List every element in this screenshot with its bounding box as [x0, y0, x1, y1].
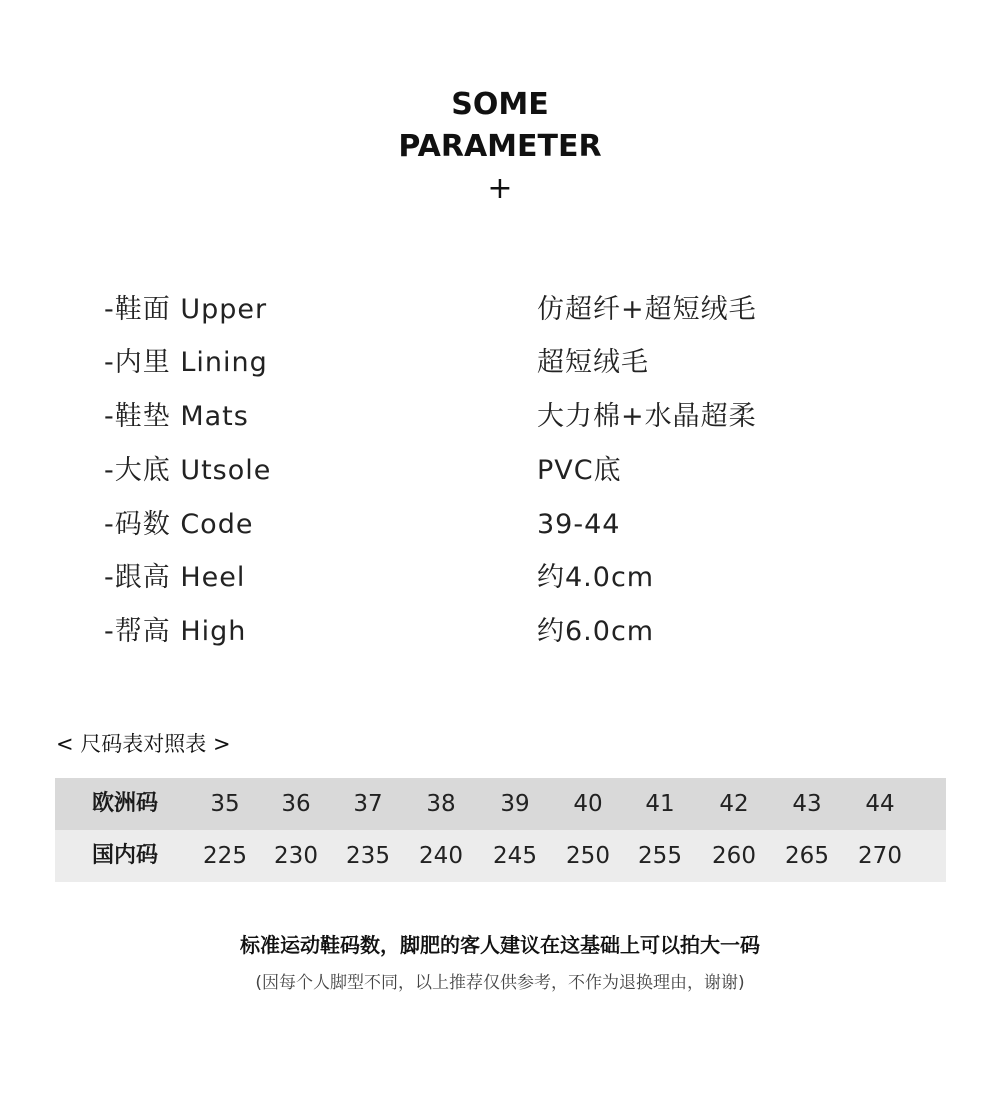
sizing-note: 标准运动鞋码数，脚肥的客人建议在这基础上可以拍大一码: [240, 933, 760, 957]
size-cell: 42: [719, 791, 749, 817]
sizing-disclaimer: (因每个人脚型不同，以上推荐仅供参考，不作为退换理由，谢谢): [255, 973, 745, 993]
size-cell: 260: [712, 843, 756, 869]
parameter-label: -跟高 Heel: [104, 562, 246, 593]
parameter-label: -内里 Lining: [104, 347, 268, 378]
parameter-row-upper: [0, 283, 1000, 337]
size-cell: 235: [346, 843, 390, 869]
size-cell: 38: [426, 791, 456, 817]
size-cell: 225: [203, 843, 247, 869]
size-row-label: 欧洲码: [92, 791, 159, 816]
size-cell: 35: [210, 791, 240, 817]
parameter-label: -码数 Code: [104, 509, 254, 540]
size-chart-title: < 尺码表对照表 >: [56, 732, 231, 756]
parameter-label: -帮高 High: [104, 616, 247, 647]
size-cell: 43: [792, 791, 822, 817]
parameter-row-lining: [0, 336, 1000, 390]
parameter-value: 约6.0cm: [537, 616, 655, 647]
size-cell: 230: [274, 843, 318, 869]
size-cell: 39: [500, 791, 530, 817]
size-row-cn: [55, 830, 946, 882]
parameter-row-code: [0, 498, 1000, 552]
size-cell: 40: [573, 791, 603, 817]
parameter-value: 39-44: [537, 509, 621, 540]
size-cell: 265: [785, 843, 829, 869]
parameter-row-heel: [0, 551, 1000, 605]
parameter-label: -大底 Utsole: [104, 455, 272, 486]
plus-icon: +: [487, 171, 513, 206]
size-chart-table: [55, 778, 946, 882]
size-cell: 41: [645, 791, 675, 817]
size-cell: 44: [865, 791, 895, 817]
page-title-line1: SOME: [451, 87, 549, 122]
page-title-line2: PARAMETER: [398, 129, 602, 164]
size-cell: 36: [281, 791, 311, 817]
parameter-value: 仿超纤+超短绒毛: [537, 294, 757, 325]
size-cell: 255: [638, 843, 682, 869]
parameter-label: -鞋垫 Mats: [104, 401, 249, 432]
parameter-value: 约4.0cm: [537, 562, 655, 593]
size-cell: 37: [353, 791, 383, 817]
size-row-eu: [55, 778, 946, 830]
parameter-row-mats: [0, 390, 1000, 444]
size-row-label: 国内码: [92, 843, 159, 868]
parameter-value: 大力棉+水晶超柔: [537, 401, 757, 432]
size-cell: 250: [566, 843, 610, 869]
parameter-row-outsole: [0, 444, 1000, 498]
size-cell: 240: [419, 843, 463, 869]
parameter-row-high: [0, 605, 1000, 659]
size-cell: 245: [493, 843, 537, 869]
parameter-value: PVC底: [537, 455, 622, 486]
parameter-value: 超短绒毛: [537, 347, 649, 378]
parameter-label: -鞋面 Upper: [104, 294, 268, 325]
size-cell: 270: [858, 843, 902, 869]
